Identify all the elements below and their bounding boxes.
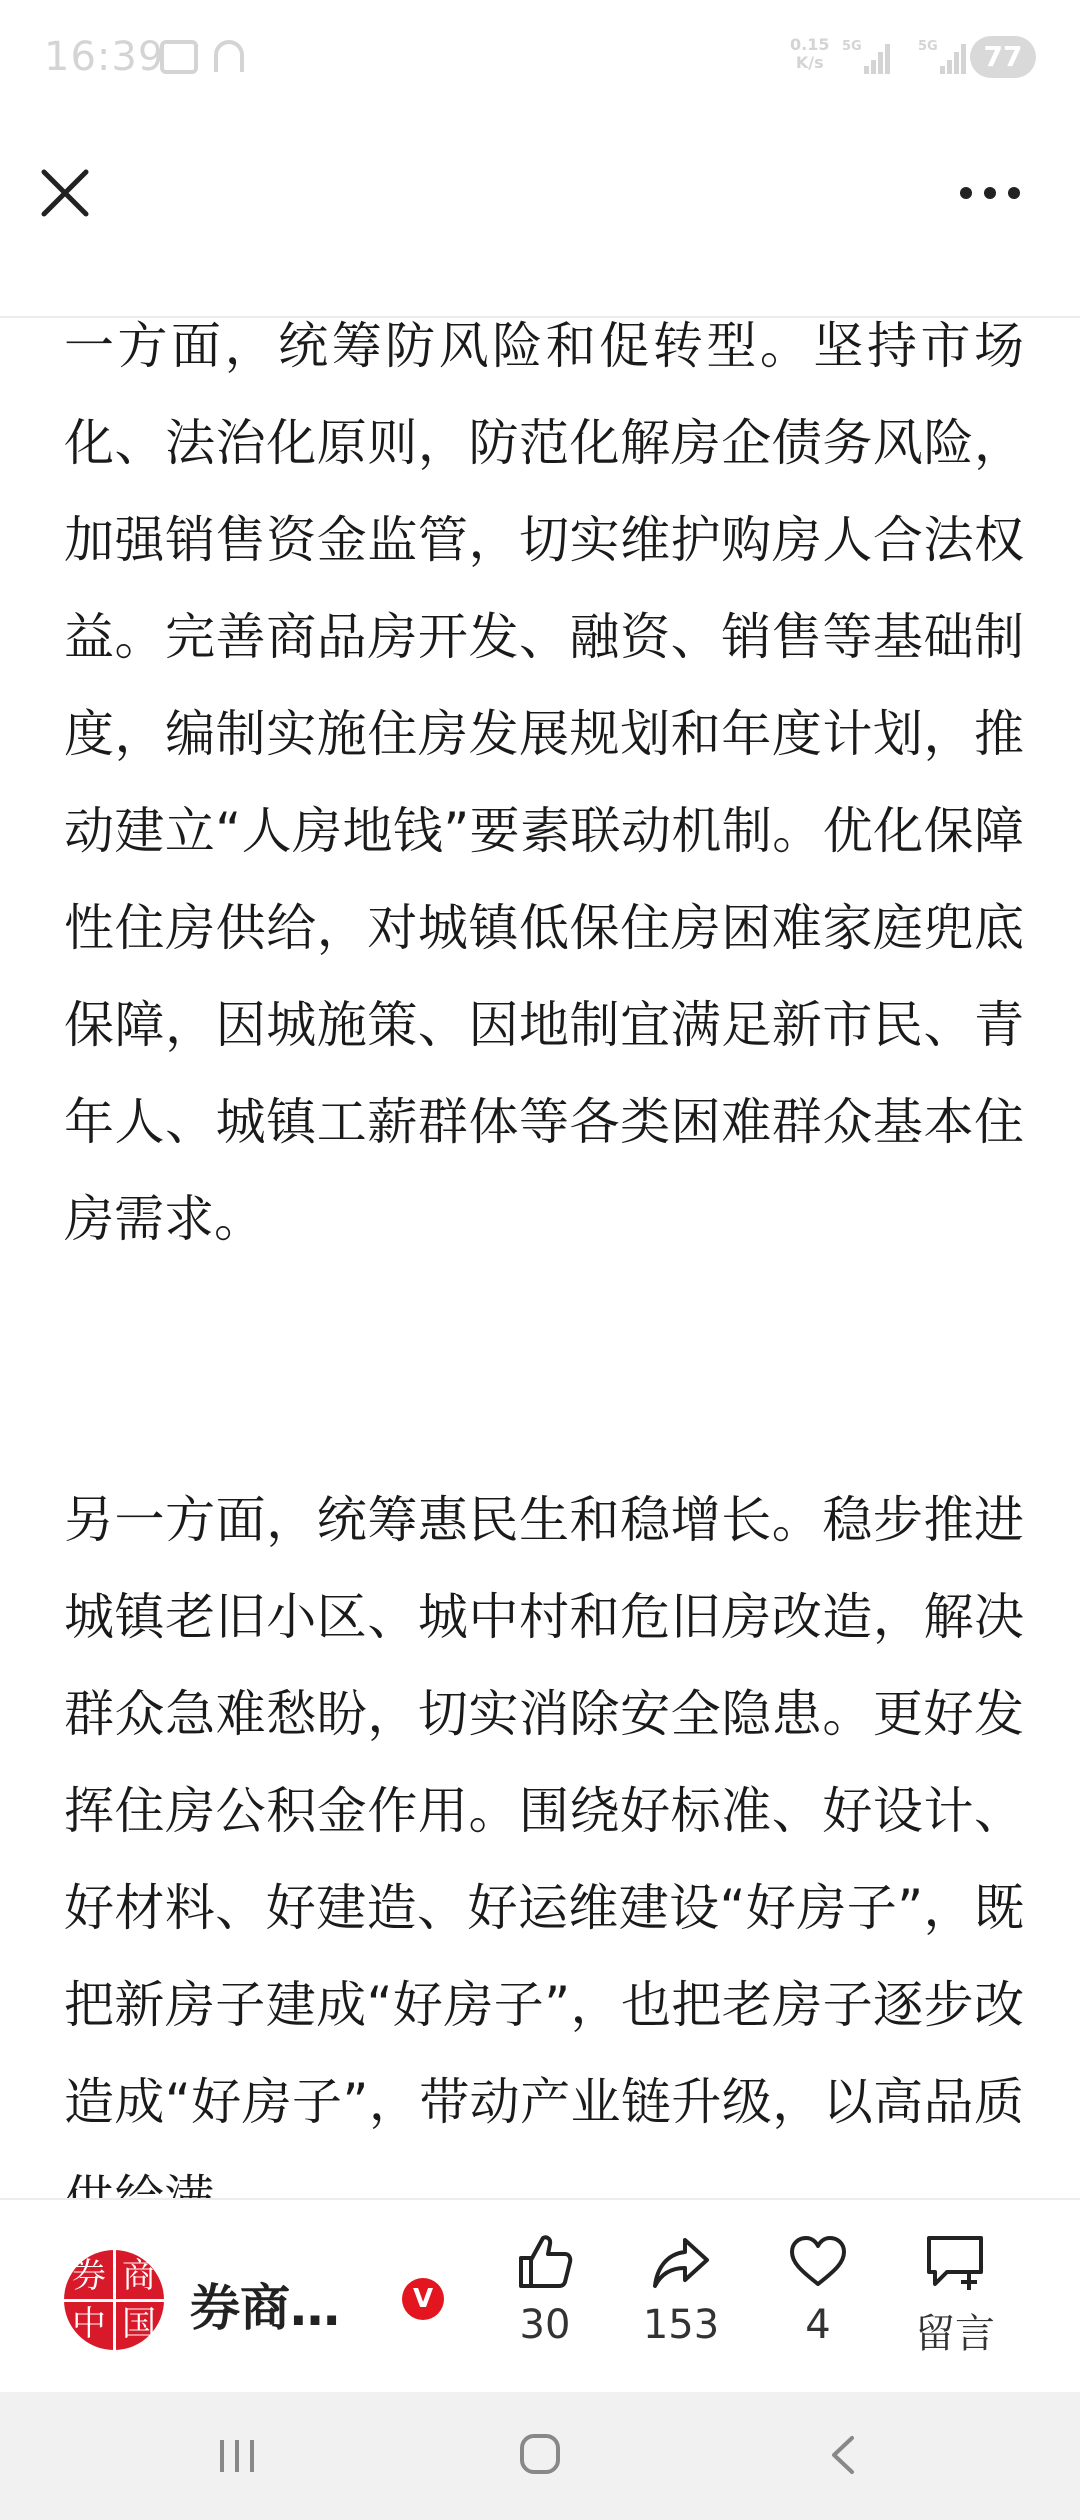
avatar-char: 商 — [122, 2256, 156, 2296]
article-paragraph: 一方面，统筹防风险和促转型。坚持市场化、法治化原则，防范化解房企债务风险，加强销售资金监管，切实维护购房人合法权益。完善商品房开发、融资、销售等基础制度，编制实施住房发展规划和年度计划，推动建立“人房地钱”要素联动机制。优化保障性住房供给，对城镇低保住房困难家庭兜底保障，因城施策、因地制宜满足新市民、青年人、城镇工薪群体等各类困难群众基本住房需求。 — [64, 317, 1024, 1248]
author-avatar[interactable] — [64, 2250, 164, 2350]
close-icon — [30, 158, 100, 228]
favorite-button[interactable] — [758, 2230, 878, 2370]
battery-indicator: 77 — [970, 36, 1036, 78]
system-nav-bar — [0, 2392, 1080, 2520]
comment-add-icon — [921, 2230, 989, 2294]
favorite-count: 4 — [805, 2302, 831, 2348]
avatar-divider — [113, 2250, 116, 2350]
author-name[interactable]: 券商… — [190, 2279, 340, 2337]
comment-label: 留言 — [915, 2311, 995, 2357]
home-button[interactable] — [516, 2430, 564, 2478]
avatar-char: 券 — [72, 2256, 106, 2296]
avatar-char: 中 — [72, 2304, 106, 2344]
share-icon — [649, 2230, 713, 2294]
heart-icon — [786, 2230, 850, 2294]
article-body[interactable] — [0, 318, 1080, 2198]
verified-badge: V — [402, 2278, 444, 2320]
network-type-2: 5G — [918, 39, 938, 54]
share-button[interactable] — [621, 2230, 741, 2370]
article-action-bar — [0, 2198, 1080, 2392]
more-options-button[interactable] — [950, 158, 1030, 228]
back-icon — [820, 2430, 870, 2480]
network-speed-unit: K/s — [795, 53, 824, 72]
comment-button[interactable] — [895, 2230, 1015, 2370]
status-bar — [0, 0, 1080, 118]
network-speed — [790, 36, 829, 72]
signal-icon-2 — [918, 38, 970, 78]
status-time: 16:39 — [44, 34, 165, 80]
signal-icon-1 — [842, 38, 894, 78]
more-icon — [950, 158, 1030, 228]
screenshot-icon — [160, 40, 198, 74]
recent-apps-icon — [212, 2432, 262, 2480]
back-button[interactable] — [820, 2430, 870, 2480]
home-status-icon — [214, 40, 244, 72]
like-button[interactable] — [485, 2230, 605, 2370]
share-count: 153 — [642, 2302, 720, 2348]
like-count: 30 — [519, 2302, 571, 2348]
network-speed-value: 0.15 — [790, 35, 830, 54]
thumbs-up-icon — [513, 2230, 577, 2294]
network-type-1: 5G — [842, 39, 862, 54]
top-toolbar — [0, 118, 1080, 316]
article-paragraph: 另一方面，统筹惠民生和稳增长。稳步推进城镇老旧小区、城中村和危旧房改造，解决群众急难愁盼，切实消除安全隐患。更好发挥住房公积金作用。围绕好标准、好设计、好材料、好建造、好运维建设“好房子”，既把新房子建成“好房子”，也把老房子逐步改造成“好房子”，带动产业链升级，以高品质 — [64, 1491, 1024, 2131]
close-button[interactable] — [30, 158, 100, 228]
recent-apps-button[interactable] — [212, 2432, 262, 2480]
avatar-char: 国 — [122, 2304, 156, 2344]
home-icon — [516, 2430, 564, 2478]
